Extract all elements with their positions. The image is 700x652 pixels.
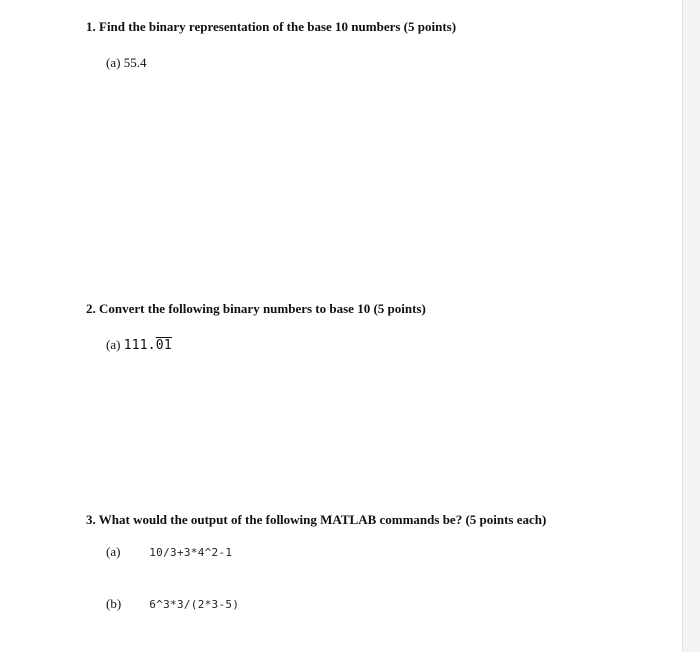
question-1-heading: 1. Find the binary representation of the base 10 numbers (5 points): [86, 19, 457, 34]
part-label: (a): [106, 55, 121, 70]
question-3-heading: 3. What would the output of the following MATLAB commands be? (5 points each): [86, 512, 547, 527]
binary-repeating-digits: 01: [155, 338, 172, 353]
part-label: (a): [106, 544, 121, 559]
question-3-part-a: [106, 544, 232, 560]
question-3-part-b: [106, 596, 239, 612]
part-label: (b): [106, 596, 122, 611]
matlab-command: 10/3+3*4^2-1: [149, 546, 233, 559]
question-2-part-a: [106, 337, 172, 353]
part-label: (a): [106, 337, 121, 352]
binary-value-prefix: 111.: [123, 338, 156, 353]
page-gutter: [683, 0, 700, 652]
question-1-part-a: [106, 55, 146, 71]
decimal-value: 55.4: [123, 55, 147, 70]
binary-value: [124, 338, 172, 353]
matlab-command: 6^3*3/(2*3-5): [149, 598, 240, 611]
question-2-heading: 2. Convert the following binary numbers to base 10 (5 points): [86, 301, 426, 316]
